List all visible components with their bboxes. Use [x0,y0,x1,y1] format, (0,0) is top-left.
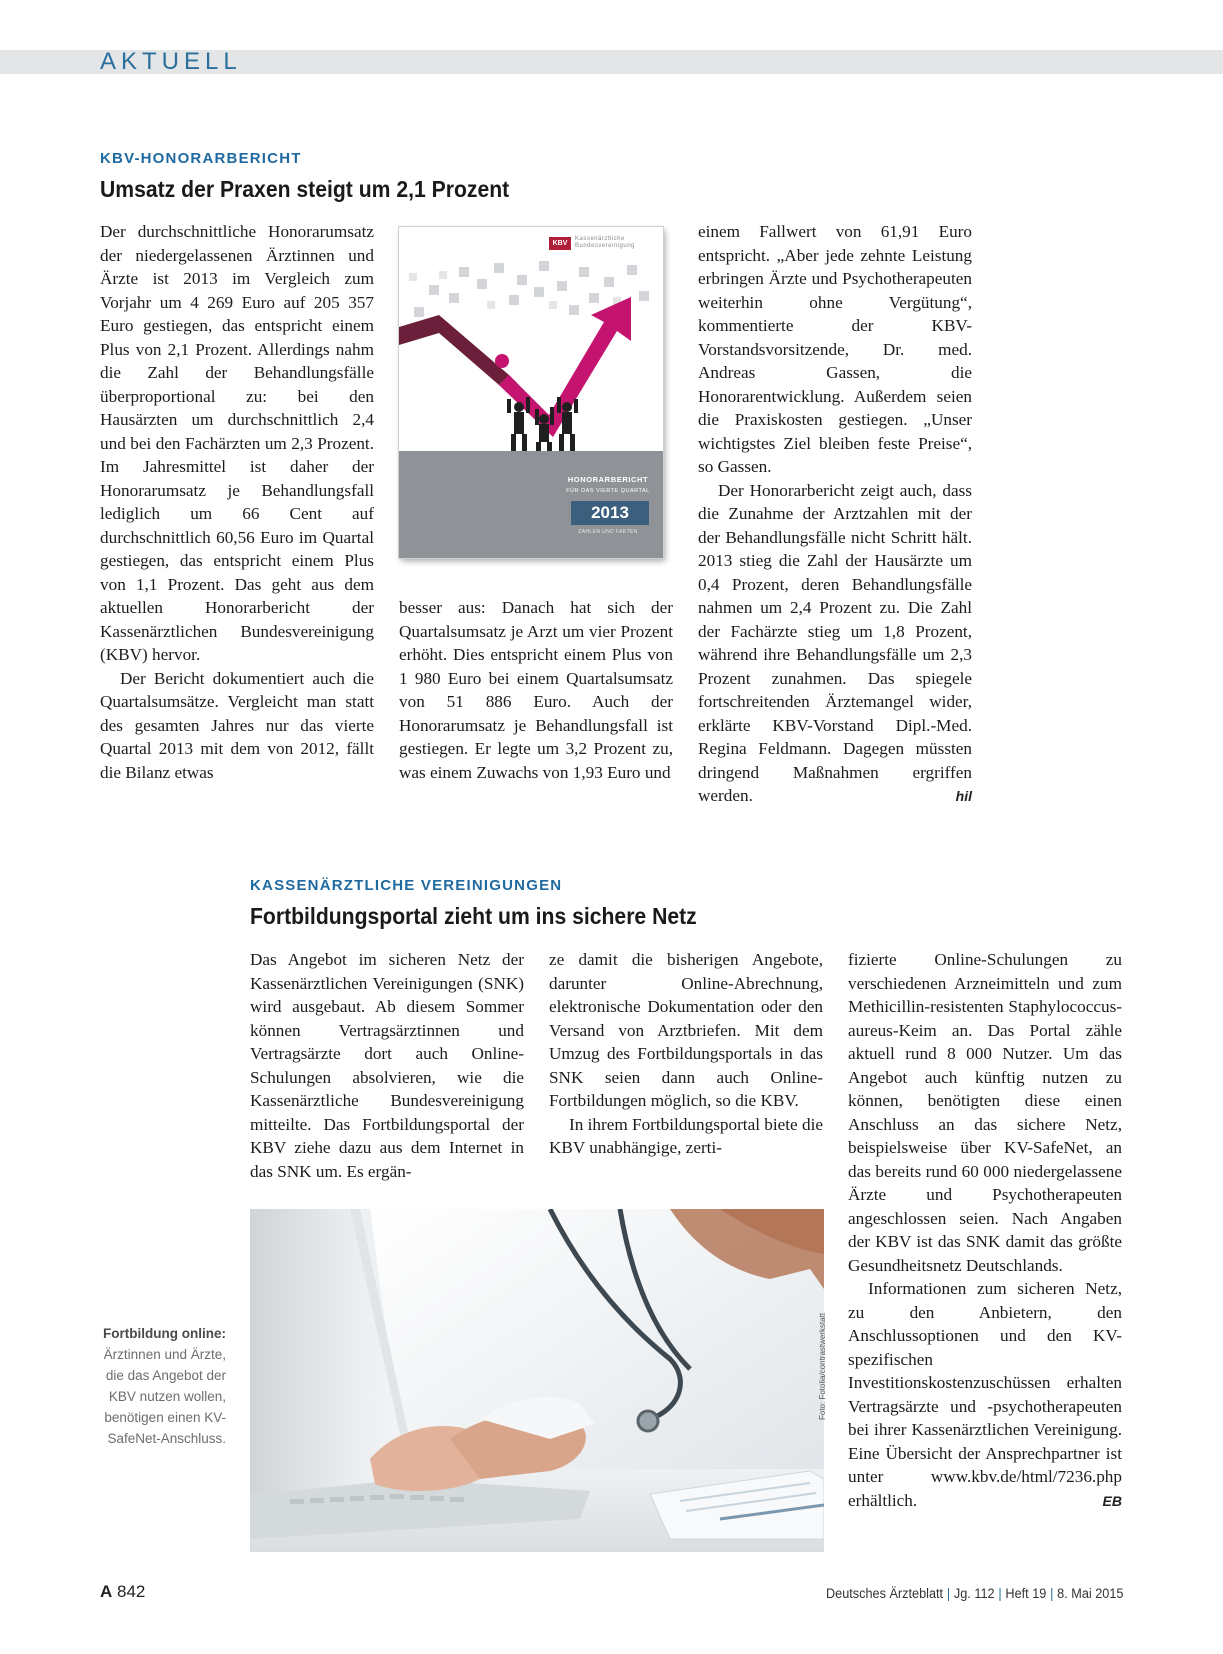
article2-column-3 [848,948,1122,1513]
paragraph: ze damit die bisherigen Angebote, darunter Online-Abrechnung, elektronische Dokumentation oder den Versand von Arztbriefen. Mit dem Umzug des Fortbildungsportals in das SNK seien dann auch Online-Fortbildungen möglich, so die KBV. [549,950,823,1110]
folio-number: 842 [117,1582,146,1601]
article1-column-1 [100,220,374,784]
cover-title [559,475,657,494]
separator: | [1049,1586,1053,1601]
paragraph: Das Angebot im sicheren Netz der Kassenärztlichen Vereinigungen (SNK) wird ausgebaut. Ab diesem Sommer können Vertragsärztinnen und Vertragsärzte dort auch Online-Schulungen absolvieren, wie die Kassenärztliche Bundesvereinigung mitteilte. Das Fortbildungsportal der KBV ziehe dazu aus dem Internet in das SNK um. Es ergän- [250,950,524,1181]
paragraph: fizierte Online-Schulungen zu verschiedenen Arzneimitteln und zum Methicillin-resistenten Staphylococcus-aureus-Keim an. Das Portal zähle aktuell rund 8 000 Nutzer. Um das Angebot auch künftig nutzen zu können, benötigten diese einen Anschluss an das sichere Netz, beispielsweise über KV-SafeNet, an das bereits rund 60 000 niedergelassene Ärzte und Psychotherapeuten angeschlossen seien. Nach Angaben der KBV ist das SNK damit das größte Gesundheitsnetz Deutschlands. [848,950,1122,1275]
paragraph: besser aus: Danach hat sich der Quartalsumsatz je Arzt um vier Prozent erhöht. Dies entspricht einem Plus von 1 980 Euro bei einem Quartalsumsatz von 51 886 Euro. Auch der Honorarumsatz je Behandlungsfall ist gestiegen. Er legte um 3,2 Prozent zu, was einem Zuwachs von 1,93 Euro und [399,598,673,782]
journal-name: Deutsches Ärzteblatt [825,1586,943,1601]
cover-logo-text: Kassenärztliche Bundesvereinigung [575,236,635,249]
article1-column-3 [698,220,972,809]
journal-info [826,1586,1123,1601]
folio-letter: A [100,1582,113,1601]
issue-date: 8. Mai 2015 [1056,1586,1123,1601]
photo-caption [100,1323,226,1449]
cover-subtitle: FÜR DAS VIERTE QUARTAL [566,488,650,494]
article2-column-2 [549,948,823,1160]
paragraph: Der durchschnittliche Honorarumsatz der niedergelassenen Ärztinnen und Ärzte ist 2013 im Vergleich zum Vorjahr um 4 269 Euro auf 205 357 Euro gestiegen, das entspricht einem Plus von 2,1 Prozent. Allerdings nahm die Zahl der Behandlungsfälle überproportional zu: bei den Hausärzten um durchschnittlich 2,4 und bei den Fachärzten um 2,3 Prozent. Im Jahresmittel ist daher der Honorarumsatz je Behandlungsfall lediglich um 66 Cent auf durchschnittlich 60,56 Euro im Quartal gestiegen, das entspricht einem Plus von 1,1 Prozent. Das geht aus dem aktuellen Honorarbericht der Kassenärztlichen Bundesvereinigung (KBV) hervor. [100,222,374,664]
paragraph [848,1277,1122,1512]
article1-headline: Umsatz der Praxen steigt um 2,1 Prozent [100,176,510,202]
separator: | [997,1586,1002,1601]
article1-column-2 [399,596,673,784]
cover-title-text: HONORARBERICHT [567,475,649,484]
journal-issue: Heft 19 [1004,1586,1046,1601]
kbv-logo: KBV [549,237,571,250]
photo-credit: Foto: Fotolia/contrastwerkstatt [818,1312,827,1420]
journal-volume: Jg. 112 [953,1586,995,1601]
caption-lead: Fortbildung online: [103,1326,226,1341]
paragraph-text: Der Honorarbericht zeigt auch, dass die Zunahme der Arztzahlen mit der der Behandlungsfälle nicht Schritt hält. 2013 stieg die Zahl der Hausärzte um 0,4 Prozent, deren Behandlungsfälle nahmen um 2,4 Prozent zu. Die Zahl der Fachärzte stieg um 1,8 Prozent, während ihre Behandlungsfälle um 2,3 Prozent zunahmen. Das spiegele fortschreitenden Ärztemangel wider, erklärte KBV-Vorstand Dipl.-Med. Regina Feldmann. Dagegen müssten dringend Maßnahmen ergriffen werden. [698,480,972,805]
separator: | [946,1586,950,1601]
article2-kicker: KASSENÄRZTLICHE VEREINIGUNGEN [250,877,563,894]
cover-tagline: ZAHLEN UND FAKTEN [578,529,638,535]
article1-kicker: KBV-HONORARBERICHT [100,150,302,167]
article2-headline: Fortbildungsportal zieht um ins sichere Netz [250,903,697,929]
caption-text: Ärztinnen und Ärzte, die das Angebot der KBV nutzen wollen, benötigen einen KV-SafeNet-Anschluss. [103,1347,226,1446]
cover-year: 2013 [571,501,649,525]
report-cover [399,227,663,558]
photo-illustration [250,1209,824,1552]
page-folio [100,1582,145,1602]
paragraph [698,479,972,808]
article2-column-1 [250,948,524,1183]
paragraph: Der Bericht dokumentiert auch die Quartalsumsätze. Vergleicht man statt des gesamten Jahres nur das vierte Quartal 2013 mit dem von 2012, fällt die Bilanz etwas [100,668,374,782]
paragraph-text: Informationen zum sicheren Netz, zu den Anbietern, den Anschlussoptionen und den KV-spezifischen Investitionskostenzuschüssen erhalten Vertragsärzte und -psychotherapeuten bei ihrer Kassenärztlichen Vereinigung. Eine Übersicht der Ansprechpartner ist unter www.kbv.de/html/7236.php erhältlich. [848,1279,1122,1510]
author-signature: EB [1102,1492,1122,1509]
section-label: AKTUELL [100,48,242,75]
doctor-laptop-photo [250,1209,824,1552]
author-signature: hil [955,788,972,804]
rising-arrow-illustration [399,257,663,457]
paragraph: einem Fallwert von 61,91 Euro entspricht. „Aber jede zehnte Leistung erbringen Ärzte und Psychotherapeuten weiterhin ohne Vergütung“, kommentierte der KBV-Vorstandsvorsitzende, Dr. med. Andreas Gassen, die Honorarentwicklung. Außerdem seien die Praxiskosten gestiegen. „Unser wichtigstes Ziel bleiben feste Preise“, so Gassen. [698,222,972,476]
paragraph: In ihrem Fortbildungsportal biete die KBV unabhängige, zerti- [549,1114,823,1157]
